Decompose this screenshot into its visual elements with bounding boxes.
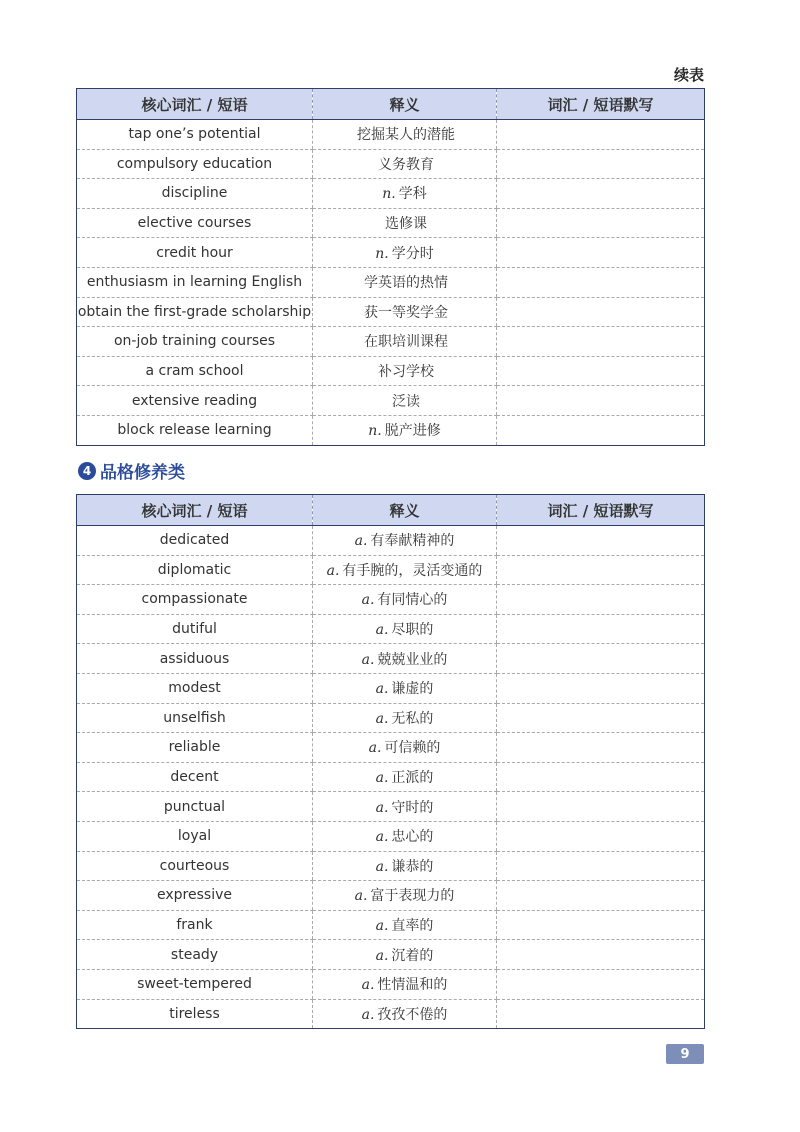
dictation-blank-cell[interactable] bbox=[497, 792, 705, 822]
term-cell: reliable bbox=[77, 733, 313, 763]
dictation-blank-cell[interactable] bbox=[497, 585, 705, 615]
section-number-badge: 4 bbox=[78, 462, 96, 480]
term-cell: obtain the first-grade scholarship bbox=[77, 297, 313, 327]
dictation-blank-cell[interactable] bbox=[497, 149, 705, 179]
part-of-speech: a. bbox=[368, 740, 382, 757]
term-cell: extensive reading bbox=[77, 386, 313, 416]
term-cell: compulsory education bbox=[77, 149, 313, 179]
term-cell: tireless bbox=[169, 1005, 220, 1022]
dictation-blank-cell[interactable] bbox=[497, 356, 705, 386]
meaning-text: 义务教育 bbox=[378, 156, 434, 173]
dictation-blank-cell[interactable] bbox=[497, 910, 705, 940]
term-cell: discipline bbox=[77, 179, 313, 209]
dictation-blank-cell[interactable] bbox=[497, 327, 705, 357]
dictation-blank-cell[interactable] bbox=[497, 851, 705, 881]
part-of-speech: a. bbox=[354, 888, 368, 905]
meaning-cell bbox=[313, 238, 497, 268]
table-row bbox=[77, 327, 705, 357]
table-row bbox=[77, 703, 705, 733]
meaning-text: 谦恭的 bbox=[391, 858, 434, 875]
table-row bbox=[77, 881, 705, 911]
meaning-cell bbox=[313, 733, 497, 763]
part-of-speech: n. bbox=[375, 245, 389, 262]
meaning-cell bbox=[313, 940, 497, 970]
meaning-cell bbox=[313, 356, 497, 386]
part-of-speech: a. bbox=[361, 977, 375, 994]
dictation-blank-cell[interactable] bbox=[497, 386, 705, 416]
meaning-cell bbox=[313, 327, 497, 357]
meaning-text: 直率的 bbox=[391, 918, 434, 935]
table-row bbox=[77, 386, 705, 416]
dictation-blank-cell[interactable] bbox=[497, 969, 705, 999]
meaning-text: 守时的 bbox=[391, 799, 434, 816]
part-of-speech: a. bbox=[375, 770, 389, 787]
table-row bbox=[77, 120, 705, 150]
dictation-blank-cell[interactable] bbox=[497, 733, 705, 763]
table-header-row bbox=[77, 495, 705, 526]
part-of-speech: a. bbox=[375, 947, 389, 964]
table-row bbox=[77, 555, 705, 585]
meaning-cell bbox=[313, 585, 497, 615]
section-heading bbox=[78, 458, 185, 483]
meaning-cell bbox=[313, 910, 497, 940]
meaning-text: 获一等奖学金 bbox=[364, 304, 448, 321]
term-cell: sweet-tempered bbox=[77, 969, 313, 999]
table-row bbox=[77, 644, 705, 674]
meaning-text: 谦虚的 bbox=[391, 681, 434, 698]
meaning-text: 脱产进修 bbox=[384, 423, 441, 440]
meaning-text: 有手腕的，灵活变通的 bbox=[342, 562, 483, 579]
term-cell: frank bbox=[77, 910, 313, 940]
meaning-text: 无私的 bbox=[391, 710, 434, 727]
table-row bbox=[77, 297, 705, 327]
term-cell: dutiful bbox=[77, 614, 313, 644]
meaning-text: 兢兢业业的 bbox=[377, 651, 448, 668]
meaning-text: 有同情心的 bbox=[377, 592, 448, 609]
term-cell: assiduous bbox=[77, 644, 313, 674]
vocab-table-1 bbox=[76, 88, 705, 446]
term-cell: tap one’s potential bbox=[77, 120, 313, 150]
meaning-cell bbox=[313, 386, 497, 416]
table-row bbox=[77, 969, 705, 999]
meaning-cell bbox=[313, 762, 497, 792]
part-of-speech: a. bbox=[326, 562, 340, 579]
term-cell: on-job training courses bbox=[77, 327, 313, 357]
part-of-speech: a. bbox=[361, 592, 375, 609]
meaning-cell bbox=[313, 120, 497, 150]
meaning-cell bbox=[313, 555, 497, 585]
dictation-blank-cell[interactable] bbox=[497, 940, 705, 970]
meaning-text: 学英语的热情 bbox=[364, 275, 448, 292]
table-row bbox=[77, 673, 705, 703]
term-cell: unselfish bbox=[77, 703, 313, 733]
continued-label: 续表 bbox=[673, 66, 704, 84]
term-cell: enthusiasm in learning English bbox=[77, 267, 313, 297]
part-of-speech: n. bbox=[368, 423, 382, 440]
dictation-blank-cell[interactable] bbox=[497, 614, 705, 644]
meaning-cell bbox=[313, 703, 497, 733]
meaning-text: 孜孜不倦的 bbox=[377, 1006, 448, 1023]
dictation-blank-cell[interactable] bbox=[497, 762, 705, 792]
meaning-text: 学科 bbox=[398, 186, 427, 203]
page-number: 9 bbox=[666, 1044, 704, 1064]
meaning-cell bbox=[313, 792, 497, 822]
dictation-blank-cell[interactable] bbox=[497, 881, 705, 911]
meaning-cell bbox=[313, 179, 497, 209]
meaning-cell bbox=[313, 208, 497, 238]
part-of-speech: a. bbox=[375, 622, 389, 639]
meaning-text: 在职培训课程 bbox=[364, 334, 448, 351]
meaning-text: 学分时 bbox=[391, 245, 434, 262]
meaning-cell bbox=[313, 526, 497, 556]
table-row bbox=[77, 356, 705, 386]
dictation-blank-cell[interactable] bbox=[497, 267, 705, 297]
dictation-blank-cell[interactable] bbox=[497, 120, 705, 150]
header-term: 核心词汇 / 短语 bbox=[77, 495, 313, 526]
term-cell: expressive bbox=[77, 881, 313, 911]
meaning-cell bbox=[313, 851, 497, 881]
meaning-text: 富于表现力的 bbox=[370, 888, 455, 905]
term-cell: punctual bbox=[77, 792, 313, 822]
meaning-text: 沉着的 bbox=[391, 947, 434, 964]
meaning-cell bbox=[313, 881, 497, 911]
dictation-blank-cell[interactable] bbox=[497, 703, 705, 733]
term-cell: compassionate bbox=[77, 585, 313, 615]
table-row bbox=[77, 149, 705, 179]
term-cell: steady bbox=[77, 940, 313, 970]
dictation-blank-cell[interactable] bbox=[497, 179, 705, 209]
table-row bbox=[77, 585, 705, 615]
table-row bbox=[77, 179, 705, 209]
vocab-table-2 bbox=[76, 494, 705, 1029]
meaning-text: 补习学校 bbox=[378, 364, 434, 381]
table-row bbox=[77, 415, 705, 445]
header-meaning: 释义 bbox=[313, 495, 497, 526]
meaning-text: 泛读 bbox=[392, 393, 420, 410]
part-of-speech: a. bbox=[375, 829, 389, 846]
dictation-blank-cell[interactable] bbox=[497, 238, 705, 268]
table-row bbox=[77, 910, 705, 940]
dictation-blank-cell[interactable] bbox=[497, 297, 705, 327]
dictation-blank-cell[interactable] bbox=[497, 673, 705, 703]
term-cell: diplomatic bbox=[77, 555, 313, 585]
meaning-cell bbox=[313, 267, 497, 297]
table-row bbox=[77, 614, 705, 644]
part-of-speech: a. bbox=[361, 651, 375, 668]
term-cell: courteous bbox=[77, 851, 313, 881]
part-of-speech: a. bbox=[375, 681, 389, 698]
table-row bbox=[77, 792, 705, 822]
meaning-cell bbox=[313, 644, 497, 674]
header-dictation: 词汇 / 短语默写 bbox=[497, 89, 705, 120]
table-row bbox=[77, 821, 705, 851]
meaning-cell bbox=[313, 673, 497, 703]
dictation-blank-cell[interactable] bbox=[497, 999, 705, 1029]
header-dictation: 词汇 / 短语默写 bbox=[497, 495, 705, 526]
part-of-speech: a. bbox=[375, 918, 389, 935]
table-row bbox=[77, 238, 705, 268]
meaning-text: 尽职的 bbox=[391, 622, 434, 639]
meaning-text: 有奉献精神的 bbox=[370, 533, 455, 550]
term-cell: a cram school bbox=[77, 356, 313, 386]
term-cell: dedicated bbox=[77, 526, 313, 556]
term-cell: loyal bbox=[77, 821, 313, 851]
part-of-speech: a. bbox=[375, 799, 389, 816]
dictation-blank-cell[interactable] bbox=[497, 821, 705, 851]
part-of-speech: a. bbox=[354, 533, 368, 550]
meaning-text: 选修课 bbox=[385, 216, 427, 233]
term-cell: elective courses bbox=[77, 208, 313, 238]
meaning-cell bbox=[313, 614, 497, 644]
part-of-speech: a. bbox=[375, 858, 389, 875]
table-row bbox=[77, 940, 705, 970]
table-row bbox=[77, 208, 705, 238]
section-title: 品格修养类 bbox=[100, 463, 185, 483]
part-of-speech: n. bbox=[382, 186, 396, 203]
meaning-cell bbox=[313, 821, 497, 851]
term-cell: block release learning bbox=[117, 422, 272, 439]
table-row bbox=[77, 999, 705, 1029]
meaning-cell bbox=[313, 999, 497, 1029]
header-meaning: 释义 bbox=[313, 89, 497, 120]
term-cell: credit hour bbox=[77, 238, 313, 268]
part-of-speech: a. bbox=[375, 710, 389, 727]
dictation-blank-cell[interactable] bbox=[497, 555, 705, 585]
meaning-text: 性情温和的 bbox=[377, 977, 448, 994]
table-row bbox=[77, 851, 705, 881]
table-row bbox=[77, 267, 705, 297]
meaning-cell bbox=[313, 297, 497, 327]
dictation-blank-cell[interactable] bbox=[497, 415, 705, 445]
table-row bbox=[77, 733, 705, 763]
table-row bbox=[77, 762, 705, 792]
meaning-text: 忠心的 bbox=[391, 829, 434, 846]
meaning-cell bbox=[313, 149, 497, 179]
header-term: 核心词汇 / 短语 bbox=[77, 89, 313, 120]
meaning-text: 正派的 bbox=[391, 770, 434, 787]
meaning-cell bbox=[313, 969, 497, 999]
table-row bbox=[77, 526, 705, 556]
dictation-blank-cell[interactable] bbox=[497, 526, 705, 556]
meaning-text: 挖掘某人的潜能 bbox=[357, 127, 455, 144]
table-header-row bbox=[77, 89, 705, 120]
term-cell: decent bbox=[77, 762, 313, 792]
dictation-blank-cell[interactable] bbox=[497, 644, 705, 674]
part-of-speech: a. bbox=[361, 1006, 375, 1023]
term-cell: modest bbox=[77, 673, 313, 703]
meaning-cell bbox=[313, 415, 497, 445]
meaning-text: 可信赖的 bbox=[384, 740, 441, 757]
dictation-blank-cell[interactable] bbox=[497, 208, 705, 238]
